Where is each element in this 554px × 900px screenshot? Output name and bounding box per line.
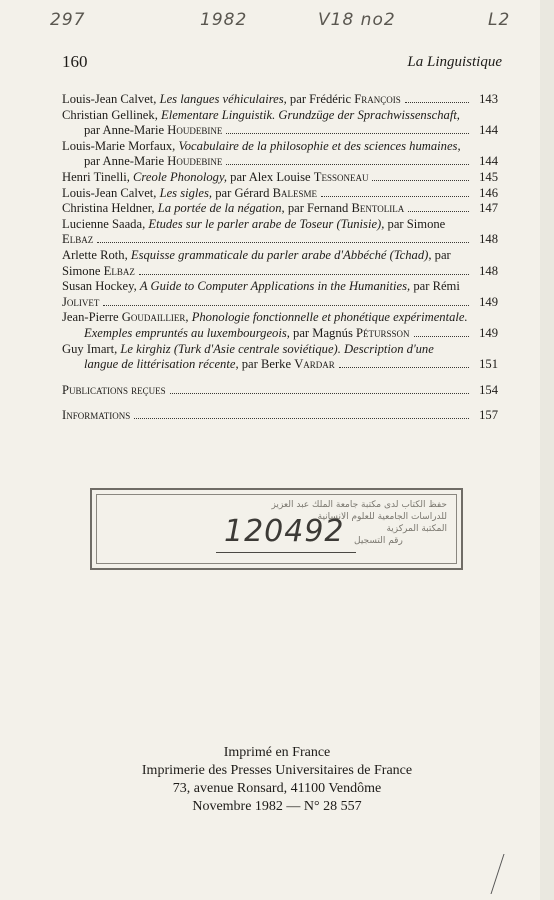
toc-text-run: Creole Phonology, [133, 169, 228, 184]
toc-text-run: Les langues véhiculaires, [159, 92, 287, 106]
toc-text-run: par Simone [384, 216, 446, 231]
toc-text-run: par Fernand [284, 201, 352, 216]
toc-entry-text [62, 295, 99, 311]
running-title: La Linguistique [407, 54, 502, 70]
toc-entry-text [62, 201, 404, 217]
toc-text-run: Lucienne Saada, [62, 216, 149, 231]
imprint-line-3: 73, avenue Ronsard, 41100 Vendôme [172, 781, 382, 796]
toc-entry [62, 310, 498, 341]
toc-page-number: 148 [479, 232, 498, 247]
toc-entry-line [62, 139, 498, 155]
toc-page-number: 144 [479, 154, 498, 169]
toc-entry-text [84, 123, 222, 139]
toc-text-run: Elbaz [62, 232, 94, 247]
stamp-arabic-line-1: حفظ الكتاب لدى مكتبة جامعة الملك عبد العزيز [271, 500, 447, 510]
toc-entry-line [62, 232, 498, 248]
toc-text-run: François [354, 92, 401, 106]
handwritten-note-year: 1982 [200, 10, 248, 30]
toc-entry-text [84, 326, 410, 342]
toc-entry-line [62, 342, 498, 358]
toc-entry [62, 170, 498, 186]
toc-page-number: 143 [479, 92, 498, 106]
toc-entry-text [62, 92, 401, 108]
toc-text-run: Louis-Marie Morfaux, [62, 138, 179, 153]
toc-entry [62, 217, 498, 248]
dot-leader [97, 242, 469, 243]
dot-leader [321, 196, 469, 197]
toc-text-run: par Alex Louise [227, 169, 314, 184]
toc-text-run: Esquisse grammaticale du parler arabe d'Abbéché (Tchad), [130, 247, 432, 262]
toc-text-run: Balesme [272, 185, 317, 200]
toc-text-run: Christina Heldner, [62, 201, 158, 216]
toc-entry-text [62, 217, 445, 233]
toc-text-run: Vardar [294, 357, 335, 372]
toc-section-label: Publications reçues [62, 382, 166, 397]
toc-text-run: Jean-Pierre [62, 310, 122, 325]
toc-entry-line [62, 264, 498, 280]
toc-text-run: Guy Imart, [62, 341, 121, 356]
toc-page-number: 147 [479, 201, 498, 216]
toc-entry [62, 342, 498, 373]
toc-entry [62, 248, 498, 279]
toc-text-run: par Anne-Marie [84, 154, 168, 169]
dot-leader [170, 393, 469, 394]
toc-entry-line [62, 217, 498, 233]
toc-text-run: Les sigles, [159, 185, 213, 200]
toc-entry-text [62, 310, 468, 326]
toc-entry [62, 92, 498, 108]
toc-text-run: La portée de la négation, [157, 201, 285, 216]
toc-entry-text [62, 264, 135, 280]
stamp-underline [216, 552, 356, 553]
toc-text-run: Bentolila [351, 201, 405, 216]
dot-leader [134, 418, 469, 419]
toc-text-run: Houdebine [167, 123, 223, 138]
toc-entry [62, 279, 498, 310]
toc-entry-text [62, 248, 451, 264]
toc-entry-text [62, 139, 461, 155]
handwritten-note-volume: V18 no2 [318, 10, 396, 30]
imprint-line-4: Novembre 1982 — N° 28 557 [192, 799, 362, 814]
toc-text-run: par Anne-Marie [84, 123, 168, 138]
corner-pencil-mark [491, 854, 541, 894]
toc-text-run: Goudaillier [121, 310, 186, 325]
toc-entry-text [62, 342, 434, 358]
toc-entry-line [62, 248, 498, 264]
toc-text-run: Tessoneau [313, 169, 369, 184]
toc-entry-text [62, 232, 93, 248]
toc-entry-text [84, 154, 222, 170]
toc-text-run: Elementare Linguistik. Grundzüge der Sprachwissenschaft, [161, 107, 460, 122]
toc-page-number: 149 [479, 325, 498, 340]
stamp-registration-number: 120492 [224, 514, 345, 549]
toc-entry-line [62, 279, 498, 295]
stamp-arabic-line-2: للدراسات الجامعية للعلوم الانسانية [317, 512, 447, 522]
toc-text-run: Phonologie fonctionnelle et phonétique expérimentale. [191, 310, 468, 325]
dot-leader [226, 164, 469, 165]
toc-entry-line [62, 310, 498, 326]
toc-text-run: Louis-Jean Calvet, [62, 92, 160, 106]
toc-entry-text [62, 108, 460, 124]
toc-text-run: Etudes sur le parler arabe de Toseur (Tunisie), [148, 216, 385, 231]
page-number: 160 [62, 52, 88, 71]
toc-entry-line [62, 154, 498, 170]
toc-page-number: 144 [479, 123, 498, 138]
toc-text-run: Simone [62, 263, 104, 278]
toc-page-number: 146 [479, 185, 498, 200]
toc-text-run: par Rémi [410, 279, 460, 294]
table-of-contents [62, 92, 498, 423]
toc-page-number: 157 [479, 407, 498, 422]
dot-leader [405, 102, 469, 103]
stamp-arabic-line-3: المكتبة المركزية [386, 524, 447, 534]
toc-page-number: 154 [479, 382, 498, 397]
dot-leader [226, 133, 469, 134]
toc-text-run: , [185, 310, 192, 325]
imprint-line-1: Imprimé en France [223, 745, 331, 760]
toc-entry-line [62, 357, 498, 373]
toc-text-run: Louis-Jean Calvet, [62, 185, 160, 200]
imprint-line-2: Imprimerie des Presses Universitaires de France [141, 763, 413, 778]
toc-entry-text [62, 279, 460, 295]
toc-entry-text [62, 186, 317, 202]
toc-text-run: par Frédéric [286, 92, 355, 106]
toc-text-run: Christian Gellinek, [62, 107, 161, 122]
handwritten-note-right: L2 [488, 10, 511, 30]
toc-text-run: Jolivet [62, 294, 100, 309]
toc-entry-line [62, 186, 498, 202]
toc-entry [62, 186, 498, 202]
dot-leader [414, 336, 469, 337]
toc-entry-line [62, 92, 498, 108]
toc-text-run: Elbaz [103, 263, 135, 278]
toc-text-run: par Gérard [212, 185, 273, 200]
toc-text-run: Pétursson [356, 325, 410, 340]
toc-entry-text [84, 357, 335, 373]
toc-entry [62, 201, 498, 217]
toc-text-run: par [431, 247, 451, 262]
toc-entry-line [62, 326, 498, 342]
toc-text-run: A Guide to Computer Applications in the Humanities, [139, 279, 411, 294]
toc-text-run: par Berke [238, 357, 295, 372]
page-edge-shadow [540, 0, 554, 900]
toc-entry-line [62, 295, 498, 311]
handwritten-note-left: 297 [50, 10, 86, 30]
toc-page-number: 149 [479, 294, 498, 309]
dot-leader [372, 180, 469, 181]
library-stamp [90, 488, 463, 570]
toc-text-run: langue de littérisation récente, [84, 357, 239, 372]
toc-text-run: Vocabulaire de la philosophie et des sciences humaines, [178, 138, 461, 153]
toc-section [62, 383, 498, 398]
toc-text-run: Susan Hockey, [62, 279, 140, 294]
toc-text-run: par Magnús [289, 325, 356, 340]
toc-page-number: 151 [479, 357, 498, 372]
toc-entry-line [62, 170, 498, 186]
toc-entry-line [62, 108, 498, 124]
dot-leader [103, 305, 469, 306]
dot-leader [139, 274, 469, 275]
toc-text-run: Exemples empruntés au luxembourgeois, [84, 325, 290, 340]
toc-page-number: 145 [479, 169, 498, 184]
toc-text-run: Le kirghiz (Turk d'Asie centrale soviétique). Description d'une [120, 341, 434, 356]
toc-page-number: 148 [479, 263, 498, 278]
toc-entry [62, 139, 498, 170]
toc-section [62, 408, 498, 423]
toc-entry [62, 108, 498, 139]
toc-text-run: Arlette Roth, [62, 247, 131, 262]
toc-section-label: Informations [62, 407, 131, 422]
toc-text-run: Houdebine [167, 154, 223, 169]
dot-leader [339, 367, 469, 368]
stamp-registration-label: رقم التسجيل [354, 536, 403, 546]
toc-entry-text [62, 170, 368, 186]
printer-imprint [0, 744, 554, 816]
dot-leader [408, 211, 469, 212]
toc-entry-line [62, 123, 498, 139]
toc-entry-line [62, 201, 498, 217]
toc-text-run: Henri Tinelli, [62, 169, 134, 184]
